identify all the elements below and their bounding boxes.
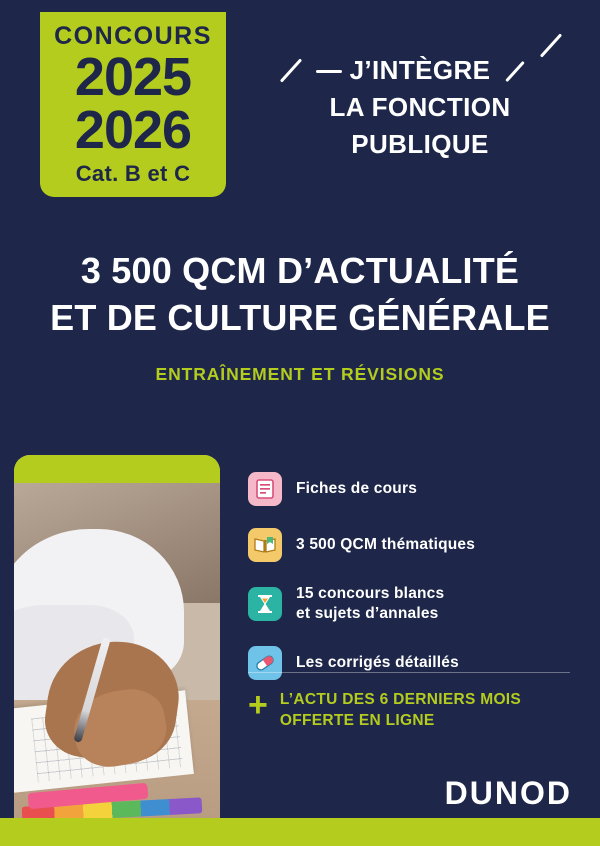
badge-year-second: 2026 [74,99,192,160]
photo-green-bar [14,455,220,483]
tagline [270,52,570,163]
list-item-label-line-2: et sujets d’annales [296,604,439,622]
badge-category-label: Cat. B et C [75,160,191,186]
tagline-line-3: PUBLIQUE [351,128,489,159]
cover-photo [14,455,220,818]
feature-list [248,472,578,702]
tagline-line-1: J’INTÈGRE [349,55,491,85]
badge-year-first: 2025 [74,47,192,107]
document-icon [248,472,282,506]
promo-line-1: L’ACTU DES 6 DERNIERS MOIS [279,691,522,708]
book-subtitle: ENTRAÎNEMENT ET RÉVISIONS [155,363,445,384]
book-title-line-1: 3 500 QCM D’ACTUALITÉ [80,250,520,291]
list-item-label: Fiches de cours [296,480,418,498]
list-item-label: Les corrigés détaillés [296,653,459,671]
list-item-label [296,584,444,624]
footer-green-band [0,818,600,846]
list-item [248,584,578,624]
list-item-label: 3 500 QCM thématiques [296,536,476,554]
list-item [248,528,578,562]
hourglass-icon [248,587,282,621]
list-item [248,646,578,680]
promo-text [280,690,521,732]
promo-line-2: OFFERTE EN LIGNE [279,711,435,729]
list-item-label-line-1: 15 concours blancs [296,585,445,602]
book-title-line-2: ET DE CULTURE GÉNÉRALE [50,296,550,338]
promo-block [248,686,588,732]
publisher-logo: DUNOD [444,775,572,811]
tagline-line-2: LA FONCTION [329,91,511,122]
title-block [0,248,600,385]
badge-concours-label: CONCOURS [54,22,212,50]
exam-year-badge [40,12,226,197]
pill-icon [248,646,282,680]
book-title [0,248,600,342]
decorative-dash-icon [316,70,342,73]
open-book-icon [248,528,282,562]
divider [248,672,570,673]
plus-icon: + [248,686,268,724]
list-item [248,472,578,506]
